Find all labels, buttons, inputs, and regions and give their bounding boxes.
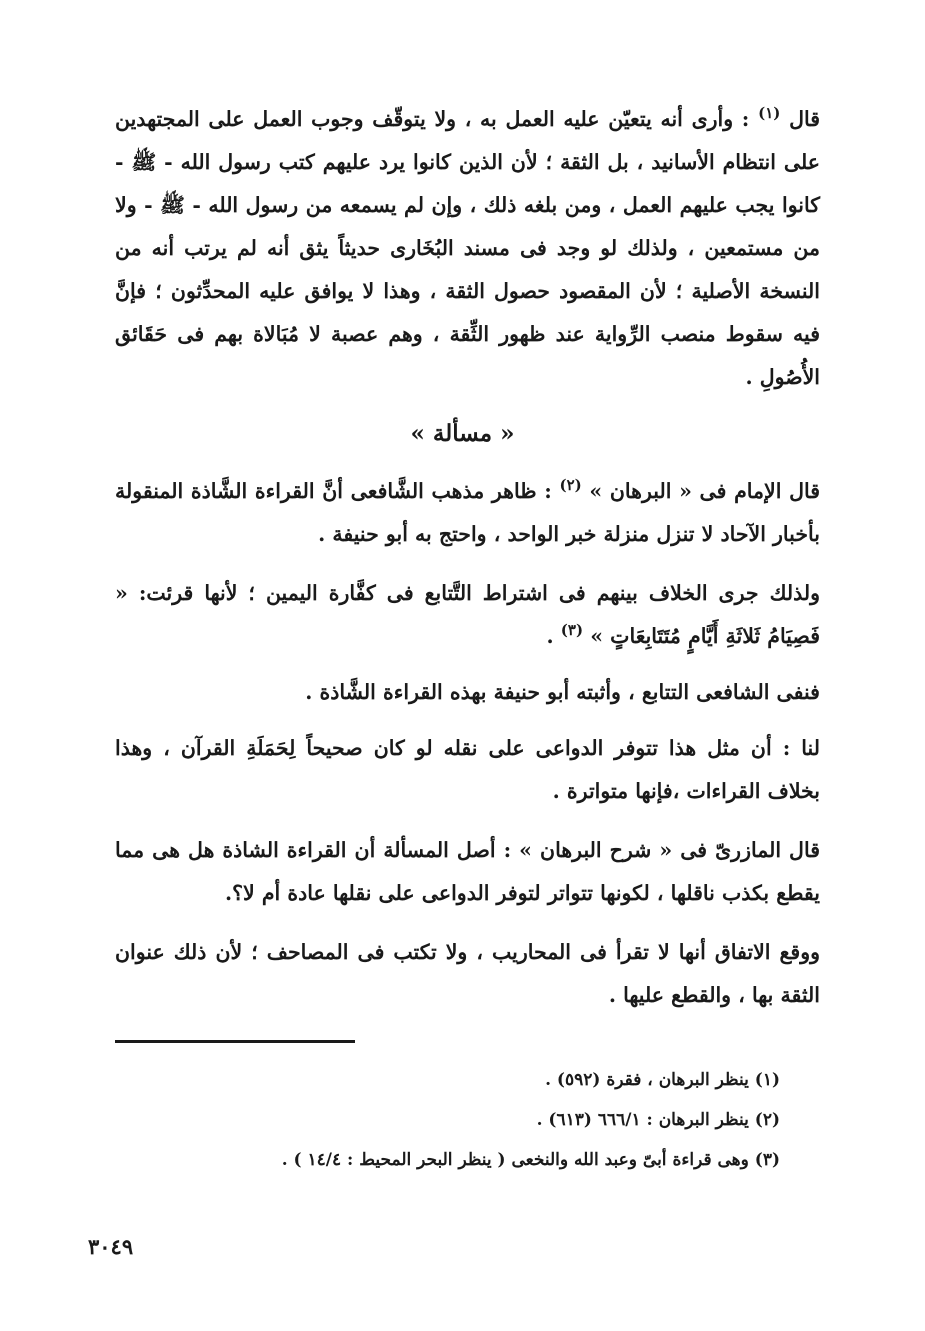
footnote-2: (٢) ينظر البرهان : ٦٦٦/١ (٦١٣) . xyxy=(536,1110,780,1130)
paragraph-6: قال المازرىّ فى « شرح البرهان » : أصل المسألة أن القراءة الشاذة هل هى مما يقطع بكذب ناقلها ، لكونها تتواتر لتوفر الدواعى على نقلها عادة أم لا؟. xyxy=(115,838,820,905)
paragraph-1 xyxy=(115,98,820,399)
paragraph-2-text: : ظاهر مذهب الشَّافعى أنَّ القراءة الشَّاذة المنقولة بأخبار الآحاد لا تنزل منزلة خبر الواحد ، واحتج به أبو حنيفة . xyxy=(115,479,820,546)
footnote-1: (١) ينظر البرهان ، فقرة (٥٩٢) . xyxy=(545,1070,780,1090)
paragraph-2 xyxy=(115,470,820,556)
paragraph-1-lead: قال xyxy=(789,107,821,131)
paragraph-3-text: . xyxy=(546,624,554,648)
footnote-3: (٣) وهى قراءة أبىّ وعبد الله والنخعى ( ينظر البحر المحيط : ١٤/٤ ) . xyxy=(281,1150,780,1170)
footnotes-list xyxy=(100,1060,780,1180)
paragraph-3 xyxy=(115,572,820,658)
footnote-ref-2[interactable]: (٢) xyxy=(559,476,582,495)
paragraph-3-lead: ولذلك جرى الخلاف بينهم فى اشتراط التَّتابع فى كفَّارة اليمين ؛ لأنها قرئت: « فَصِيَامُ ثَلاثَةِ أَيَّامٍ مُتَتَابِعَاتٍ » xyxy=(115,581,820,648)
paragraph-1-text: : وأرى أنه يتعيّن عليه العمل به ، ولا يتوقّف وجوب العمل على المجتهدين على انتظام الأسانيد ، بل الثقة ؛ لأن الذين كانوا يرد عليهم كتب رسول الله - ﷺ - كانوا يجب عليهم العمل ، ومن بلغه ذلك ، وإن لم يسمعه من رسول الله - ﷺ - ولا من مستمعين ، ولذلك لو وجد فى مسند البُخَارى حديثاً يثق أنه لم يرتب أنه من النسخة الأصلية ؛ لأن المقصود حصول الثقة ، وهذا لا يوافق عليه المحدِّثون ؛ فإنَّ فيه سقوط منصب الرِّواية عند ظهور الثِّقة ، وهم عصبة لا مُبَالاة بهم فى حَقَائق الأُصُولِ . xyxy=(115,107,820,389)
footnote-ref-3[interactable]: (٣) xyxy=(560,621,584,640)
footnote-divider xyxy=(115,1040,355,1043)
page-number: ٣٠٤٩ xyxy=(88,1234,134,1259)
footnote-ref-1[interactable]: (١) xyxy=(758,104,781,123)
paragraph-4: فنفى الشافعى التتابع ، وأثبته أبو حنيفة بهذه القراءة الشَّاذة . xyxy=(305,680,820,704)
paragraph-5: لنا : أن مثل هذا تتوفر الدواعى على نقله لو كان صحيحاً لِحَمَلَةِ القرآن ، وهذا بخلاف القراءات ،فإنها متواترة . xyxy=(115,736,820,803)
section-heading: « مسألة » xyxy=(410,420,515,447)
paragraph-7: ووقع الاتفاق أنها لا تقرأ فى المحاريب ، ولا تكتب فى المصاحف ؛ لأن ذلك عنوان الثقة بها ، والقطع عليها . xyxy=(115,940,820,1007)
paragraph-2-lead: قال الإمام فى « البرهان » xyxy=(589,479,821,503)
